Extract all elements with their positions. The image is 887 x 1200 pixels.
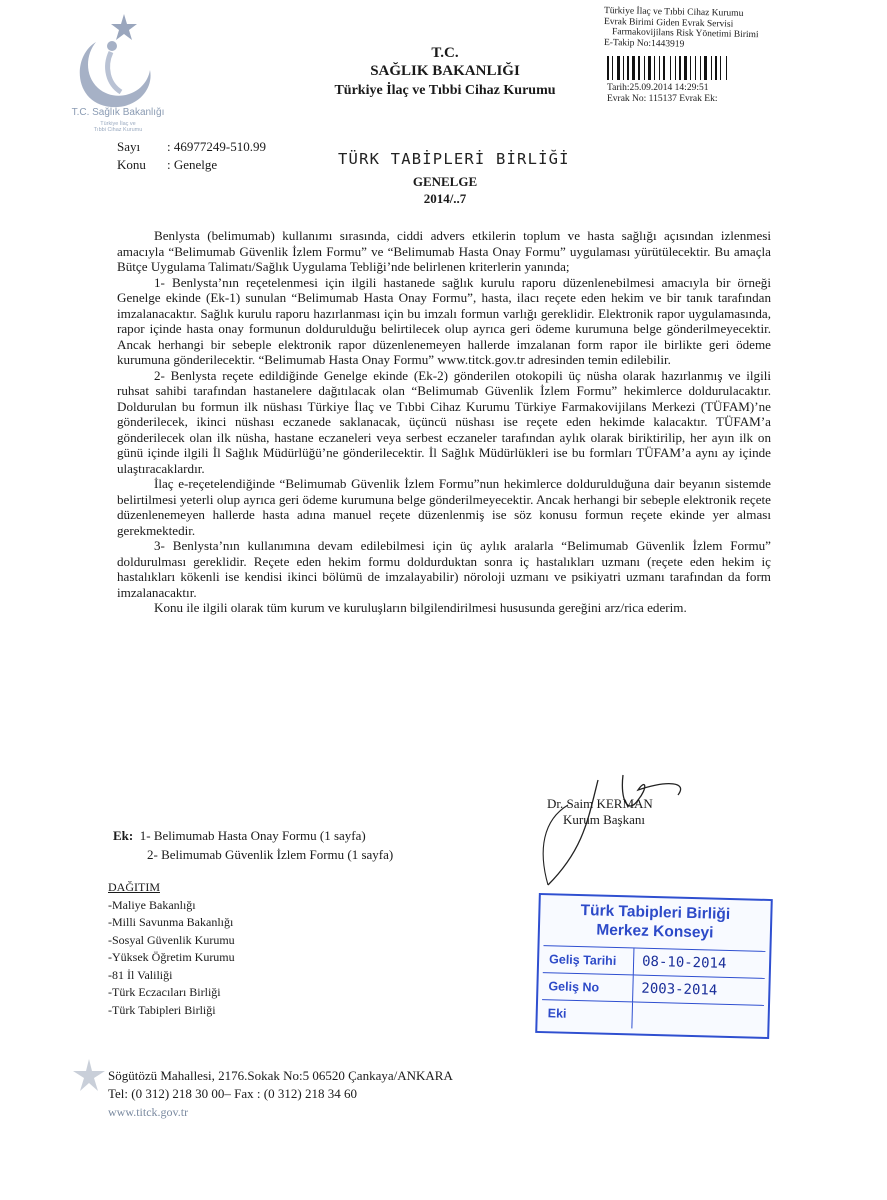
genelge-title: GENELGE: [412, 174, 478, 189]
logo-subcaption: Türkiye İlaç ve: [100, 121, 136, 127]
signatory-name: Dr. Saim KERMAN: [547, 796, 653, 811]
distribution-list: [108, 879, 235, 1019]
distribution-item: -81 İl Valiliği: [108, 967, 173, 982]
header-tc: T.C.: [431, 45, 459, 61]
distribution-title: DAĞITIM: [108, 880, 160, 894]
registration-number: Evrak No: 115137 Evrak Ek:: [607, 94, 718, 104]
genelge-number: 2014/..7: [423, 191, 467, 206]
konu-label: Konu: [117, 157, 146, 172]
stamp-label: Geliş Tarihi: [543, 946, 635, 974]
header-ministry: SAĞLIK BAKANLIĞI: [370, 63, 520, 79]
paragraph: 3- Benlysta’nın kullanımına devam edilebilmesi için üç aylık aralarla “Belimumab Güvenlik İzlem Formu” doldurulması gereklidir. Reçete eden hekim formu doldurduktan sonra iç hastalıkları uzmanı (reçete eden hekim iç hastalıkları kökenli ise kendisi ikinci bölümü de imzalayabilir) nöroloji uzmanı ve psikiyatri uzmanı tarafından da form imzalanacaktır.: [117, 538, 771, 600]
stamp-value: 2003-2014: [641, 980, 718, 999]
attachment-item: 2- Belimumab Güvenlik İzlem Formu (1 sayfa): [147, 847, 394, 862]
distribution-item: -Yüksek Öğretim Kurumu: [108, 950, 235, 964]
konu-value: : Genelge: [167, 157, 218, 172]
stamp-value: [632, 1002, 764, 1031]
paragraph: Benlysta (belimumab) kullanımı sırasında, ciddi advers etkilerin toplum ve hasta sağlığı açısından izlenmesi amacıyla “Belimumab Güvenlik İzlem Formu” ve “Belimumab Hasta Onay Formu” uygulaması yürütülecektir. Bu amaçla Bütçe Uygulama Talimatı/Sağlık Uygulama Tebliği’nde belirlenen kriterlerin yanında;: [117, 228, 771, 274]
tracking-block: [604, 6, 887, 48]
attachments-label: Ek:: [113, 828, 134, 843]
tracking-etakip: E-Takip No:1443919: [603, 37, 685, 50]
barcode-icon: [607, 56, 777, 80]
sayi-label: Sayı: [117, 139, 141, 154]
paragraph: İlaç e-reçetelendiğinde “Belimumab Güvenlik İzlem Formu”nun hekimlerce doldurulduğuna dair beyanın sistemde belirtilmesi yeterli olup ayrıca geri ödeme kurumuna belge gönderilmeyecektir. Ancak herhangi bir sebeple elektronik reçete düzenlenemeyen hallerde hasta adına manuel reçete düzenlenmiş ise söz konusu formun reçete ekinde yer alması gerekmektedir.: [117, 476, 771, 538]
footer: [108, 1067, 453, 1121]
header-agency: Türkiye İlaç ve Tıbbi Cihaz Kurumu: [334, 83, 556, 98]
logo-caption: T.C. Sağlık Bakanlığı: [71, 107, 165, 118]
tracking-line: Türkiye İlaç ve Tıbbi Cihaz Kurumu: [603, 6, 744, 19]
sayi-value: : 46977249-510.99: [167, 139, 266, 154]
star-icon: [72, 1058, 106, 1092]
registration-block: [607, 83, 717, 105]
document-meta: [117, 138, 266, 174]
tracking-line: Evrak Birimi Giden Evrak Servisi: [603, 16, 734, 30]
logo-subcaption: Tıbbi Cihaz Kurumu: [93, 127, 143, 133]
stamp-unit: Merkez Konseyi: [596, 921, 714, 942]
footer-website: www.titck.gov.tr: [108, 1105, 189, 1119]
paragraph: Konu ile ilgili olarak tüm kurum ve kuruluşların bilgilendirilmesi hususunda gereğini arz/rica ederim.: [154, 600, 687, 615]
receipt-stamp: [535, 893, 773, 1039]
distribution-item: -Türk Tabipleri Birliği: [108, 1002, 216, 1017]
paragraph: 2- Benlysta reçete edildiğinde Genelge ekinde (Ek-2) gönderilen otokopili üç nüsha olarak hazırlanmış ve ilgili ruhsat sahibi tarafından hastanelere dağıtılacak olan “Belimumab Güvenlik İzlem Formu” hekimlerce doldurulacaktır. Doldurulan bu formun ilk nüshası Türkiye İlaç ve Tıbbi Cihaz Kurumu Türkiye Farmakovijilans Merkezi (TÜFAM)’ne gönderilecek, ikinci nüshası eczanede saklanacak, üçüncü nüshası ise reçete eden hekimde kalacaktır. TÜFAM’a gönderilecek olan ilk nüsha, hastane eczaneleri veya serbest eczaneler tarafından aylık olarak biriktirilip, her ayın ilk on günü içinde ilgili İl Sağlık Müdürlüğü’ne gönderilecektir. İl Sağlık Müdürlükleri ise bu formları TÜFAM’a aynı ay içinde ulaştıracaklardır.: [117, 367, 771, 476]
document-body: [117, 228, 771, 616]
tracking-line: Farmakovijilans Risk Yönetimi Birimi: [611, 27, 759, 41]
distribution-item: -Türk Eczacıları Birliği: [108, 985, 221, 999]
footer-address: Sögütözü Mahallesi, 2176.Sokak No:5 06520 Çankaya/ANKARA: [108, 1068, 453, 1083]
attachments: [113, 826, 393, 864]
stamp-org: Türk Tabipleri Birliği: [580, 902, 731, 923]
distribution-item: -Sosyal Güvenlik Kurumu: [108, 932, 235, 947]
paragraph: 1- Benlysta’nın reçetelenmesi için ilgili hastanede sağlık kurulu raporu düzenlenebilmesi amacıyla bir örneği Genelge ekinde (Ek-1) sunulan “Belimumab Hasta Onay Formu”, hasta, ilacı reçete eden hekim ve bir tanık tarafından imzalanacaktır. Sağlık kurulu raporu hazırlanması için bu imzalı formun varlığı gereklidir. Elektronik rapor uygulamasında, rapor içinde hasta onay formunun doldurulduğu belirtilecek olup ayrıca geri ödeme kurumuna belge gönderilmeyecektir. Ancak herhangi bir sebeple elektronik rapor düzenlenemeyen hallerde imzalanan form rapor ile birlikte geri ödeme kurumuna gönderilecektir. “Belimumab Hasta Onay Formu” www.titck.gov.tr adresinden temin edilebilir.: [117, 274, 771, 367]
stamp-value: 08-10-2014: [641, 953, 727, 972]
stamp-label: Geliş No: [542, 973, 634, 1001]
genelge-heading: [390, 173, 500, 207]
attachment-item: 1- Belimumab Hasta Onay Formu (1 sayfa): [139, 828, 366, 843]
registration-date: Tarih:25.09.2014 14:29:51: [607, 83, 709, 93]
stamp-label: Eki: [541, 1000, 633, 1028]
signatory-title: Kurum Başkanı: [563, 812, 645, 827]
handwritten-recipient: TÜRK TABİPLERİ BİRLİĞİ: [338, 150, 570, 168]
distribution-item: -Milli Savunma Bakanlığı: [108, 915, 234, 929]
footer-phone: Tel: (0 312) 218 30 00– Fax : (0 312) 218 34 60: [108, 1086, 357, 1101]
distribution-item: -Maliye Bakanlığı: [108, 897, 196, 912]
